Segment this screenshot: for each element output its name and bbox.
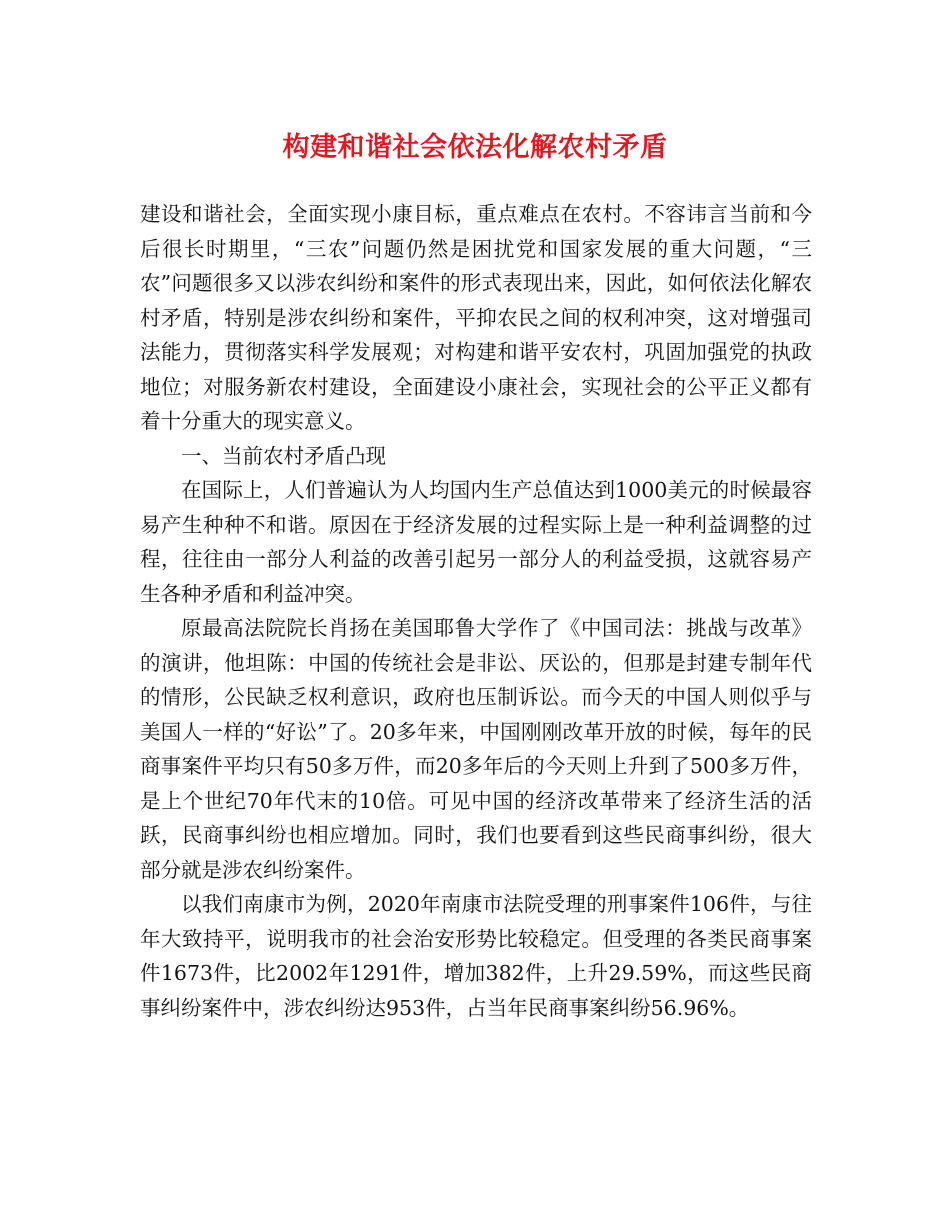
document-title: 构建和谐社会依法化解农村矛盾 [282, 132, 668, 163]
paragraph-intro: 建设和谐社会，全面实现小康目标，重点难点在农村。不容讳言当前和今后很长时期里，“三农”问题仍然是困扰党和国家发展的重大问题，“三农”问题很多又以涉农纠纷和案件的形式表现出来，因此，如何依法化解农村矛盾，特别是涉农纠纷和案件，平抑农民之间的权利冲突，这对增强司法能力，贯彻落实科学发展观；对构建和谐平安农村，巩固加强党的执政地位；对服务新农村建设，全面建设小康社会，实现社会的公平正义都有着十分重大的现实意义。 [140, 202, 812, 433]
document-body [140, 197, 812, 1025]
paragraph-international: 在国际上，人们普遍认为人均国内生产总值达到1000美元的时候最容易产生种种不和谐。原因在于经济发展的过程实际上是一种利益调整的过程，往往由一部分人利益的改善引起另一部分人的利益受损，这就容易产生各种矛盾和利益冲突。 [140, 478, 812, 606]
paragraph-nankang-example: 以我们南康市为例，2020年南康市法院受理的刑事案件106件，与往年大致持平，说明我市的社会治安形势比较稳定。但受理的各类民商事案件1673件，比2002年1291件，增加382件，上升29.59%，而这些民商事纠纷案件中，涉农纠纷达953件，占当年民商事案纠纷56.96%。 [140, 892, 812, 1020]
section-heading-1: 一、当前农村矛盾凸现 [181, 443, 386, 468]
paragraph-xiaoyang-speech: 原最高法院院长肖扬在美国耶鲁大学作了《中国司法：挑战与改革》的演讲，他坦陈：中国的传统社会是非讼、厌讼的，但那是封建专制年代的情形，公民缺乏权利意识，政府也压制诉讼。而今天的中国人则似乎与美国人一样的“好讼”了。20多年来，中国刚刚改革开放的时候，每年的民商事案件平均只有50多万件，而20多年后的今天则上升到了500多万件，是上个世纪70年代末的10倍。可见中国的经济改革带来了经济生活的活跃，民商事纠纷也相应增加。同时，我们也要看到这些民商事纠纷，很大部分就是涉农纠纷案件。 [140, 616, 812, 882]
